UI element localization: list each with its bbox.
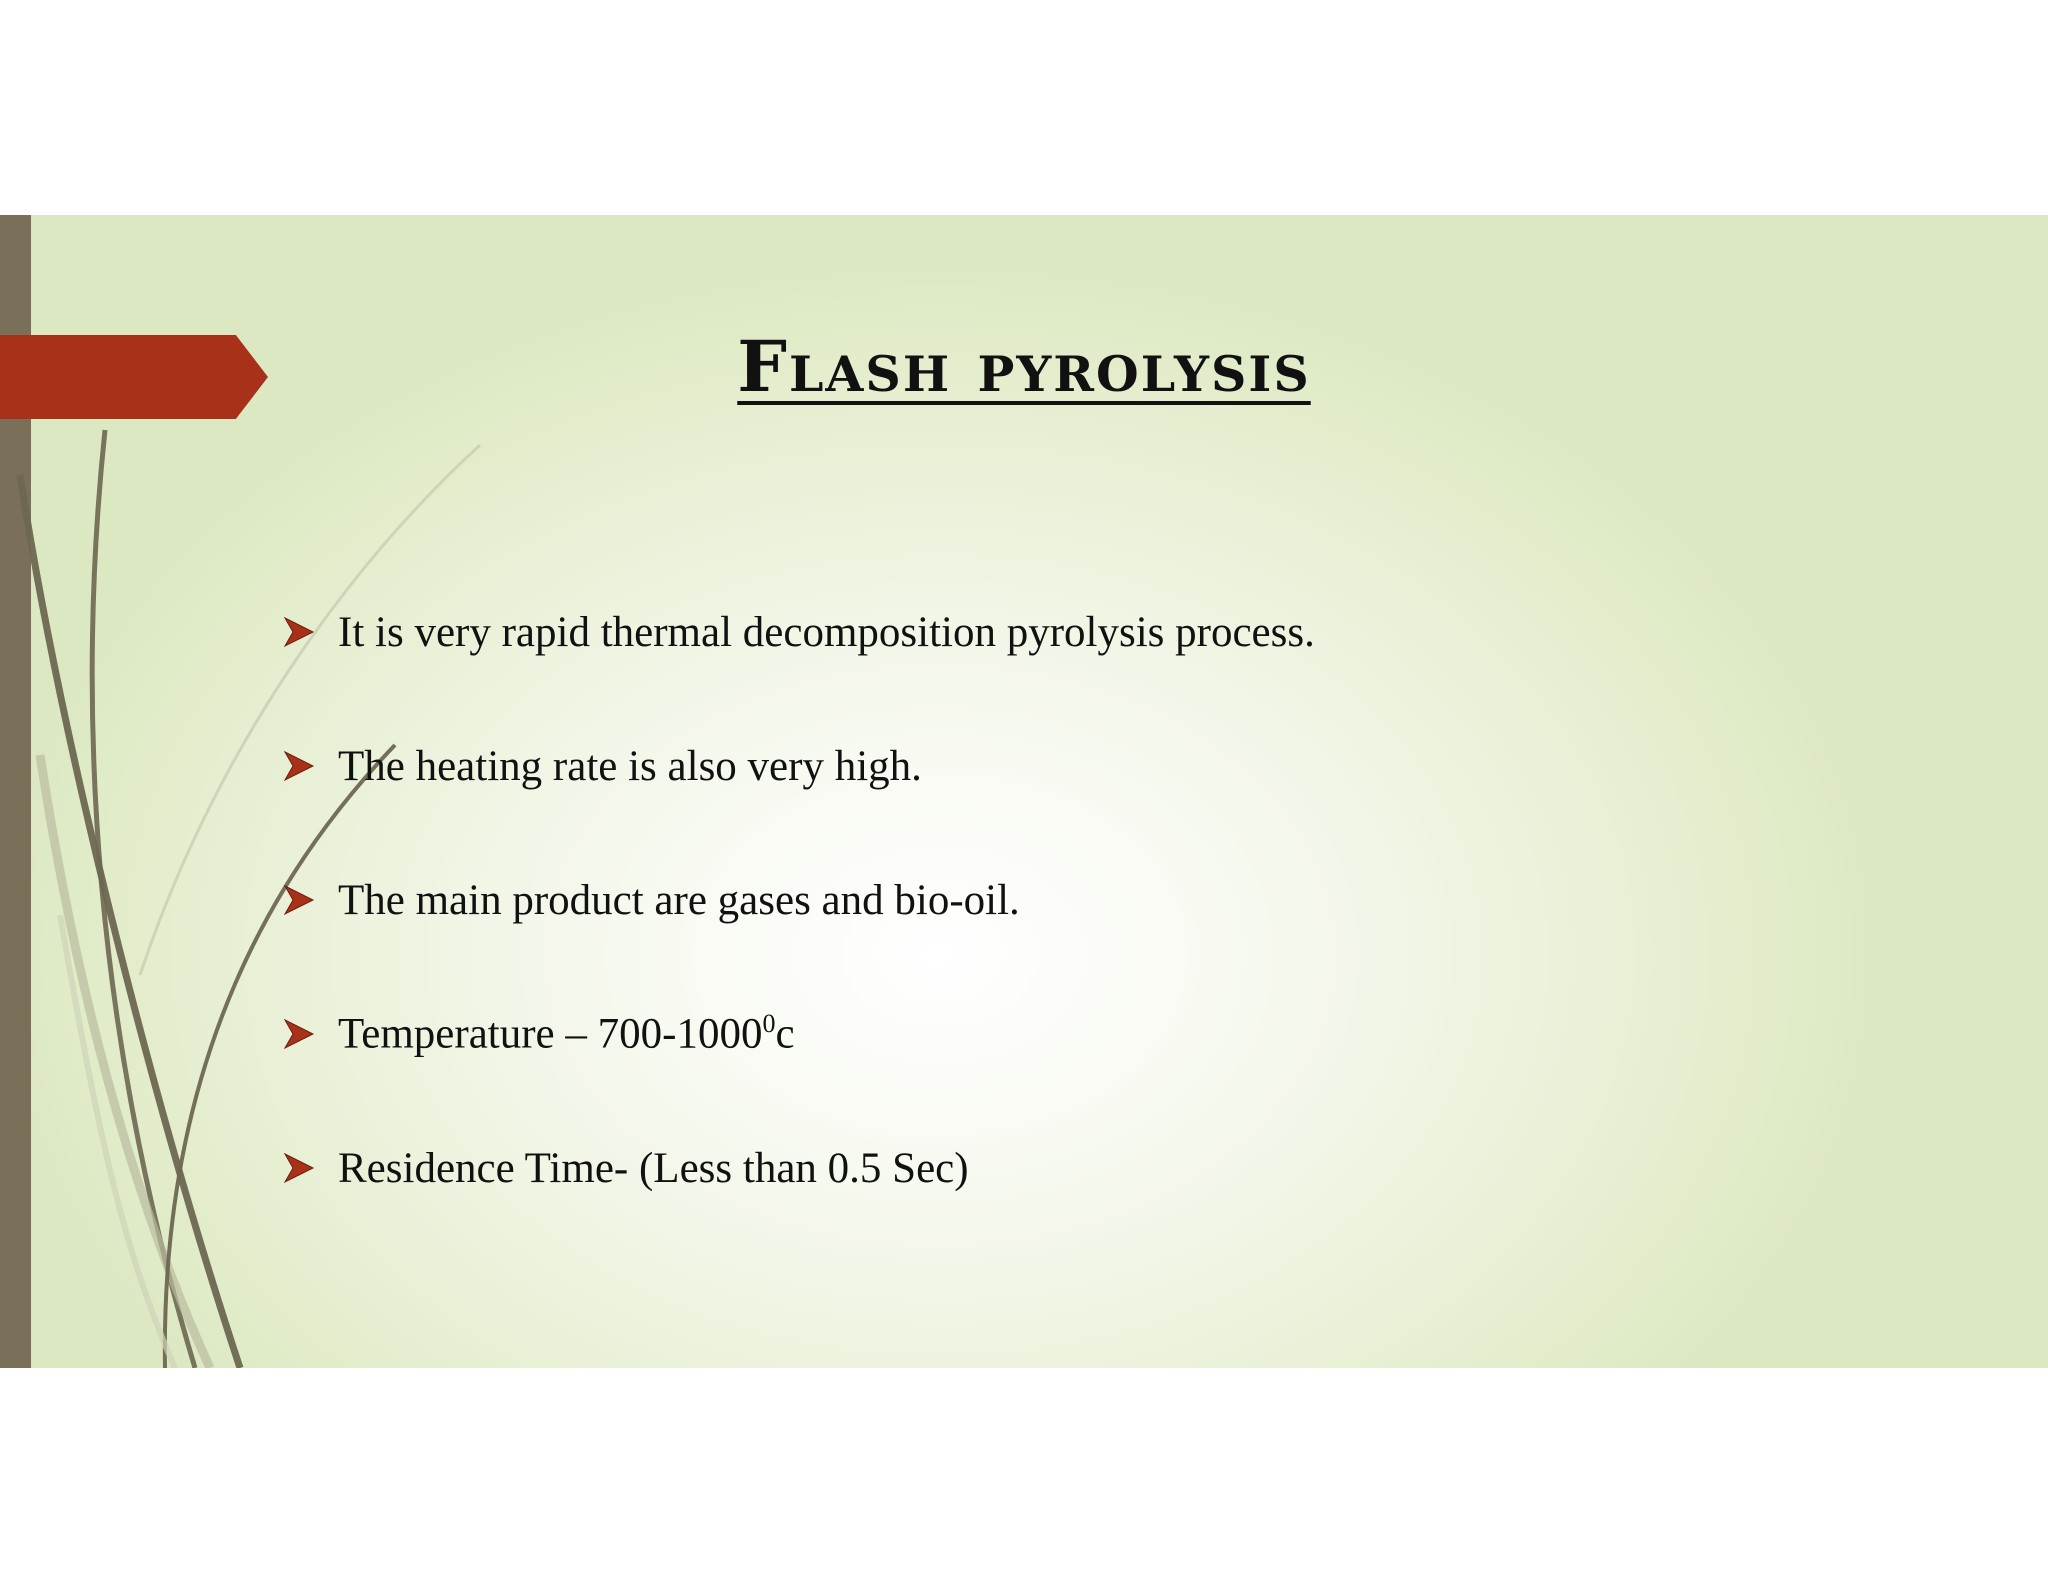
bullet-text: It is very rapid thermal decomposition pyrolysis process. [338, 608, 1315, 656]
slide-title [0, 325, 2048, 408]
temperature-suffix: c [775, 1010, 795, 1058]
arrowhead-bullet-icon [282, 1017, 316, 1051]
list-item [282, 967, 1315, 1101]
list-item [282, 565, 1315, 699]
arrowhead-bullet-icon [282, 1151, 316, 1185]
bullet-text: The main product are gases and bio-oil. [338, 876, 1020, 924]
arrowhead-bullet-icon [282, 749, 316, 783]
list-item [282, 1101, 1315, 1235]
slide [0, 215, 2048, 1368]
bullet-text: The heating rate is also very high. [338, 742, 922, 790]
temperature-superscript: 0 [762, 1009, 776, 1039]
arrowhead-bullet-icon [282, 615, 316, 649]
temperature-prefix: Temperature – 700-1000 [338, 1010, 763, 1058]
bullet-list [282, 565, 1315, 1235]
bullet-text: Residence Time- (Less than 0.5 Sec) [338, 1144, 969, 1192]
slide-title-text: Flash pyrolysis [737, 325, 1311, 408]
list-item [282, 833, 1315, 967]
list-item [282, 699, 1315, 833]
bullet-text-temperature [338, 1009, 795, 1058]
arrowhead-bullet-icon [282, 883, 316, 917]
